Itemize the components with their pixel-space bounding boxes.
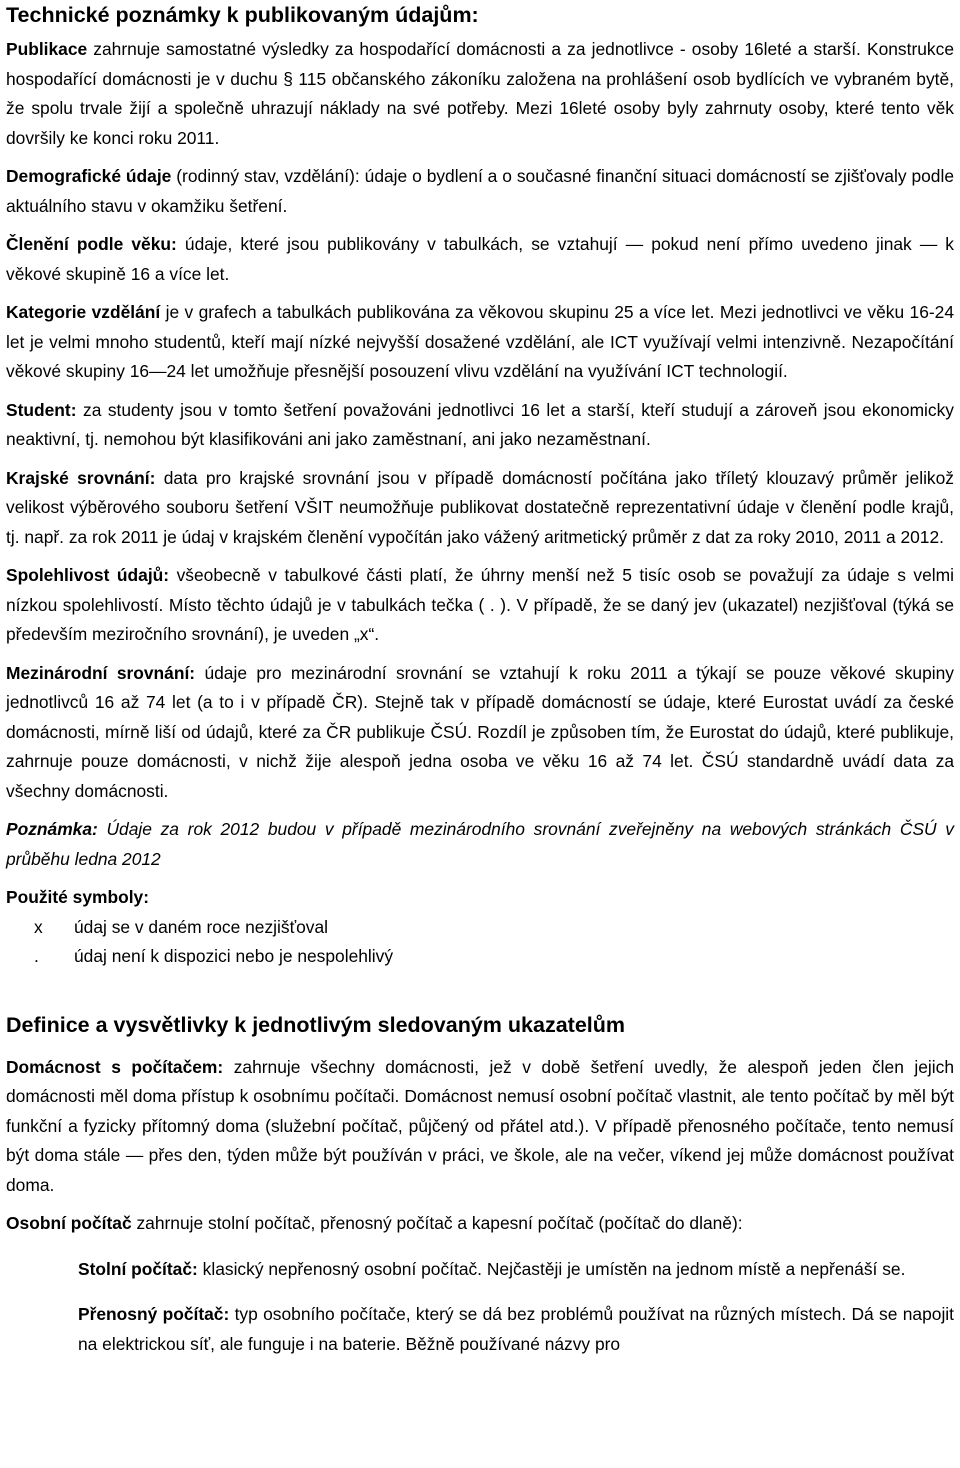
- definition-text: klasický nepřenosný osobní počítač. Nejčastěji je umístěn na jednom místě a nepřenáší se.: [197, 1258, 906, 1279]
- definition-laptop: [6, 1300, 954, 1359]
- definition-label: Přenosný počítač:: [78, 1304, 230, 1324]
- paragraph-text: data pro krajské srovnání jsou v případě domácností počítána jako tříletý klouzavý průměr jelikož velikost výběrového souboru šetření VŠIT neumožňuje publikovat dostatečně reprezentativní údaje v členění podle krajů, tj. např. za rok 2011 je údaj v krajském členění vypočítán jako vážený aritmetický průměr z dat za roky 2010, 2011 a 2012.: [6, 467, 954, 547]
- paragraph-label: Mezinárodní srovnání:: [6, 662, 196, 683]
- paragraph-label: Publikace: [6, 39, 88, 59]
- paragraph-student: [6, 396, 954, 455]
- symbol-row: [6, 942, 954, 972]
- definition-label: Osobní počítač: [6, 1213, 132, 1233]
- paragraph-text: za studenty jsou v tomto šetření považováni jednotlivci 16 let a starší, kteří studují a zároveň jsou ekonomicky neaktivní, tj. nemohou být klasifikováni ani jako zaměstnaní, ani jako nezaměstnaní.: [6, 399, 954, 449]
- paragraph-label: Spolehlivost údajů:: [6, 565, 170, 585]
- notes-heading: Technické poznámky k publikovaným údajům:: [6, 3, 479, 27]
- symbol: x: [34, 916, 43, 937]
- paragraph-label: Student:: [6, 399, 77, 420]
- paragraph-education: [6, 298, 954, 387]
- paragraph-label: Poznámka:: [6, 819, 98, 839]
- paragraph-text: Údaje za rok 2012 budou v případě mezinárodního srovnání zveřejněny na webových stránkách ČSÚ v průběhu ledna 2012: [6, 819, 954, 869]
- definition-personal-computer: [6, 1209, 954, 1239]
- paragraph-demographics: [6, 162, 954, 221]
- symbols-heading: Použité symboly:: [6, 887, 150, 907]
- definitions-heading: Definice a vysvětlivky k jednotlivým sledovaným ukazatelům: [6, 1012, 625, 1037]
- paragraph-label: Demografické údaje: [6, 166, 172, 186]
- symbol-row: [6, 913, 954, 943]
- paragraph-label: Krajské srovnání:: [6, 467, 156, 488]
- definition-label: Stolní počítač:: [78, 1258, 198, 1279]
- definition-label: Domácnost s počítačem:: [6, 1056, 224, 1077]
- paragraph-text: zahrnuje samostatné výsledky za hospodařící domácnosti a za jednotlivce - osoby 16leté a starší. Konstrukce hospodařící domácnosti je v duchu § 115 občanského zákoníku založena na prohlášení osob bydlících ve vybraném bytě, že spolu trvale žijí a společně uhrazují náklady na své potřeby. Mezi 16leté osoby byly zahrnuty osoby, které tento věk dovršily ke konci roku 2011.: [6, 39, 954, 148]
- definition-text: zahrnuje všechny domácnosti, jež v době šetření uvedly, že alespoň jeden člen jejich domácnosti měl doma přístup k osobnímu počítači. Domácnost nemusí osobní počítač vlastnit, ale tento počítač by měl být funkční a fyzicky přítomný doma (služební počítač, půjčený od přátel atd.). V případě přenosného počítače, tento nemusí být doma stále — přes den, týden může být používán v práci, ve škole, ale na večer, víkend jej může domácnost používat doma.: [6, 1056, 955, 1195]
- definition-household-computer: [6, 1053, 954, 1201]
- paragraph-label: Kategorie vzdělání: [6, 302, 161, 322]
- symbol-description: údaj není k dispozici nebo je nespolehlivý: [74, 946, 394, 966]
- paragraph-regional: [6, 464, 954, 553]
- symbol-description: údaj se v daném roce nezjišťoval: [74, 916, 328, 937]
- paragraph-international: [6, 659, 954, 807]
- paragraph-text: je v grafech a tabulkách publikována za věkovou skupinu 25 a více let. Mezi jednotlivci ve věku 16-24 let je velmi mnoho studentů, kteří mají nízké nejvyšší dosažené vzdělání, ale ICT využívají velmi intenzivně. Nezapočítání věkové skupiny 16—24 let umožňuje přesnější posouzení vlivu vzdělání na využívání ICT technologií.: [6, 302, 955, 381]
- definition-text: zahrnuje stolní počítač, přenosný počítač a kapesní počítač (počítač do dlaně):: [131, 1213, 743, 1233]
- definition-text: typ osobního počítače, který se dá bez problémů používat na různých místech. Dá se napojit na elektrickou síť, ale funguje i na baterie. Běžně používané názvy pro: [78, 1304, 955, 1354]
- paragraph-age-breakdown: [6, 230, 954, 289]
- paragraph-text: údaje pro mezinárodní srovnání se vztahují k roku 2011 a týkají se pouze věkové skupiny jednotlivců 16 až 74 let (a to i v případě ČR). Stejně tak v případě domácností se údaje, které Eurostat uvádí za české domácnosti, mírně liší od údajů, které za ČR publikuje ČSÚ. Rozdíl je způsoben tím, že Eurostat do údajů, které publikuje, zahrnuje pouze domácnosti, v nichž žije alespoň jedna osoba ve věku 16 až 74 let. ČSÚ standardně uvádí data za všechny domácnosti.: [6, 662, 954, 801]
- paragraph-text: údaje, které jsou publikovány v tabulkách, se vztahují — pokud není přímo uvedeno jinak — k věkové skupině 16 a více let.: [6, 234, 955, 284]
- paragraph-label: Členění podle věku:: [6, 234, 177, 254]
- paragraph-note: [6, 815, 954, 874]
- paragraph-text: všeobecně v tabulkové části platí, že úhrny menší než 5 tisíc osob se považují za údaje s velmi nízkou spolehlivostí. Místo těchto údajů je v tabulkách tečka ( . ). V případě, že se daný jev (ukazatel) nezjišťoval (týká se především meziročního srovnání), je uveden „x“.: [6, 565, 954, 644]
- symbol: .: [34, 946, 39, 966]
- paragraph-publication: [6, 35, 954, 153]
- paragraph-reliability: [6, 561, 954, 650]
- definition-desktop: [6, 1255, 954, 1285]
- paragraph-text: (rodinný stav, vzdělání): údaje o bydlení a o současné finanční situaci domácností se zjišťovaly podle aktuálního stavu v okamžiku šetření.: [6, 166, 954, 216]
